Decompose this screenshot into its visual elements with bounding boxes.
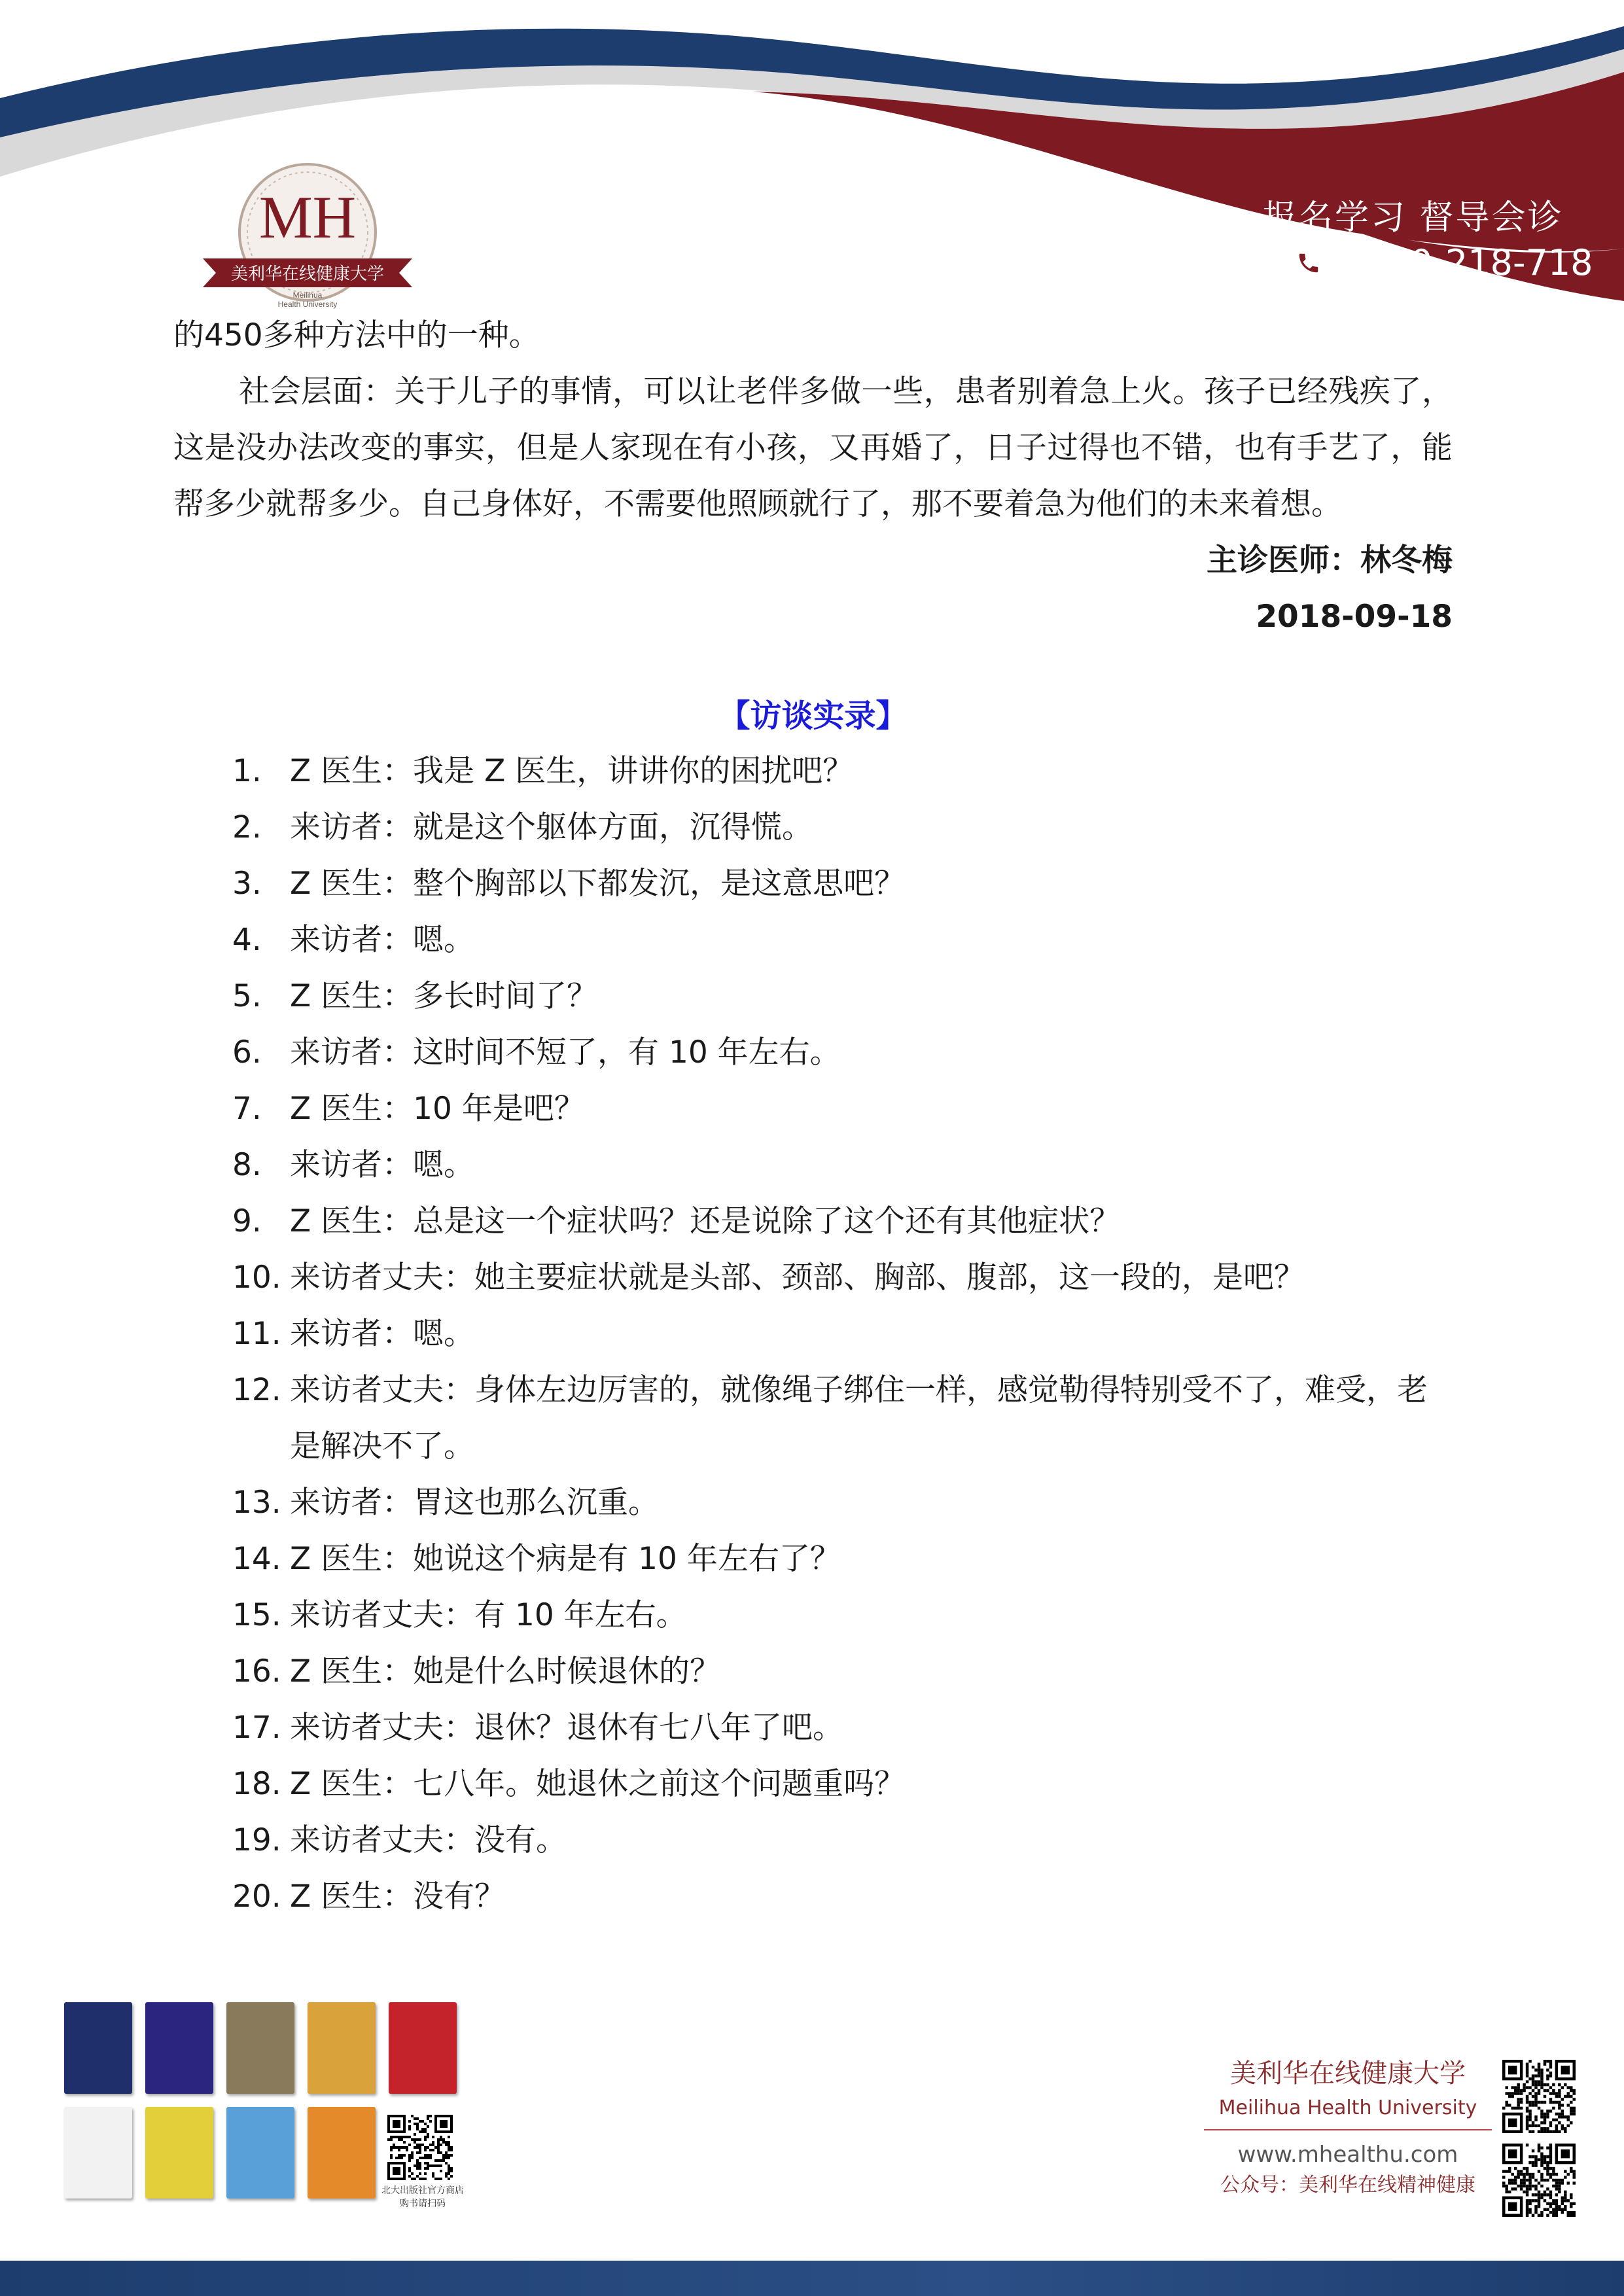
dialogue-line	[173, 1644, 1453, 1700]
footer-brand	[1204, 2055, 1492, 2200]
dialogue-line-text: Z 医生：她是什么时候退休的？	[290, 1653, 721, 1689]
dialogue-line-number: 10.	[232, 1260, 281, 1296]
dialogue-line	[173, 1250, 1453, 1306]
dialogue-line	[173, 1587, 1453, 1644]
dialogue-line-number: 6.	[232, 1034, 262, 1070]
dialogue-line-text: 来访者丈夫：退休？退休有七八年了吧。	[290, 1710, 843, 1746]
dialogue-line	[173, 1869, 1453, 1925]
wechat-qr-code[interactable]	[1502, 2144, 1576, 2217]
logo-cn-text: 美利华在线健康大学	[230, 264, 385, 284]
dialogue-line-text: 来访者：嗯。	[290, 922, 474, 958]
dialogue-line-text: 来访者：胃这也那么沉重。	[290, 1485, 659, 1521]
dialogue-line	[173, 968, 1453, 1025]
dialogue-line-text: 来访者丈夫：身体左边厉害的，就像绳子绑住一样，感觉勒得特别受不了，难受，老是解决不了。	[290, 1372, 1428, 1464]
dialogue-line	[173, 1137, 1453, 1193]
dialogue-line	[173, 912, 1453, 968]
dialogue-line	[173, 1531, 1453, 1587]
dialogue-line-text: Z 医生：多长时间了？	[290, 978, 598, 1014]
section-title-interview: 【访谈实录】	[718, 698, 908, 734]
dialogue-line-number: 12.	[232, 1372, 281, 1408]
dialogue-line-number: 7.	[232, 1091, 262, 1127]
dialogue-line-text: Z 医生：她说这个病是有 10 年左右了？	[290, 1541, 841, 1577]
footer-bar	[0, 2261, 1624, 2296]
interview-dialogue-list	[173, 743, 1453, 1925]
book-cover	[145, 2107, 213, 2199]
website-qr-code[interactable]	[1502, 2060, 1576, 2133]
paragraph-continuation: 的450多种方法中的一种。	[173, 317, 540, 353]
dialogue-line	[173, 800, 1453, 856]
dialogue-line-text: Z 医生：总是这一个症状吗？还是说除了这个还有其他症状？	[290, 1203, 1121, 1239]
paragraph-social: 社会层面：关于儿子的事情，可以让老伴多做一些，患者别着急上火。孩子已经残疾了，这是没办法改变的事实，但是人家现在有小孩，又再婚了，日子过得也不错，也有手艺了，能帮多少就帮多少。自己身体好，不需要他照顾就行了，那不要着急为他们的未来着想。	[173, 374, 1453, 522]
header-phone	[1289, 242, 1593, 283]
store-qr-code[interactable]	[387, 2115, 453, 2180]
dialogue-line-number: 9.	[232, 1203, 262, 1239]
dialogue-line	[173, 1081, 1453, 1137]
footer-brand-en: Meilihua Health University	[1218, 2096, 1477, 2119]
dialogue-line-text: 来访者丈夫：没有。	[290, 1822, 567, 1858]
dialogue-line-number: 20.	[232, 1879, 281, 1915]
book-cover	[226, 2107, 294, 2199]
dialogue-line	[173, 1025, 1453, 1081]
dialogue-line-number: 11.	[232, 1316, 281, 1352]
header-slogan: 报名学习 督导会诊	[1263, 198, 1564, 238]
dialogue-line-text: Z 医生：没有？	[290, 1879, 506, 1915]
dialogue-line-number: 16.	[232, 1653, 281, 1689]
dialogue-line-number: 8.	[232, 1147, 262, 1183]
dialogue-line-text: 来访者：这时间不短了，有 10 年左右。	[290, 1034, 841, 1070]
qr-caption-line2: 购书请扫码	[400, 2199, 446, 2209]
doctor-signature: 主诊医师：林冬梅	[1207, 542, 1453, 578]
dialogue-line	[173, 743, 1453, 800]
footer-wechat: 公众号：美利华在线精神健康	[1220, 2174, 1475, 2197]
dialogue-line-number: 15.	[232, 1597, 281, 1633]
footer-brand-cn: 美利华在线健康大学	[1230, 2058, 1466, 2089]
book-cover	[145, 2002, 213, 2094]
book-cover	[308, 2107, 376, 2199]
mh-logo	[196, 160, 419, 314]
footer-url[interactable]: www.mhealthu.com	[1237, 2142, 1458, 2168]
phone-icon	[1289, 243, 1328, 283]
dialogue-line	[173, 1700, 1453, 1756]
qr-caption-line1: 北大出版社官方商店	[381, 2185, 464, 2196]
book-covers	[64, 2002, 470, 2212]
signature-date: 2018-09-18	[1256, 599, 1453, 635]
dialogue-line-text: Z 医生：整个胸部以下都发沉，是这意思吧？	[290, 866, 906, 902]
dialogue-line-text: 来访者丈夫：有 10 年左右。	[290, 1597, 687, 1633]
dialogue-line-text: 来访者：嗯。	[290, 1316, 474, 1352]
dialogue-line-number: 2.	[232, 809, 262, 845]
dialogue-line-number: 3.	[232, 866, 262, 902]
book-cover	[226, 2002, 294, 2094]
dialogue-line	[173, 1475, 1453, 1531]
dialogue-line-number: 14.	[232, 1541, 281, 1577]
dialogue-line-number: 5.	[232, 978, 262, 1014]
dialogue-line-text: Z 医生：七八年。她退休之前这个问题重吗？	[290, 1766, 906, 1802]
dialogue-line	[173, 1362, 1453, 1475]
dialogue-line	[173, 1306, 1453, 1362]
footer-divider	[1204, 2129, 1492, 2130]
dialogue-line	[173, 1812, 1453, 1869]
book-cover	[389, 2002, 457, 2094]
store-qr-caption	[377, 2184, 468, 2210]
dialogue-line-number: 18.	[232, 1766, 281, 1802]
dialogue-line-number: 4.	[232, 922, 262, 958]
logo-letters: MH	[258, 184, 357, 251]
dialogue-line-text: 来访者：嗯。	[290, 1147, 474, 1183]
book-cover	[64, 2002, 132, 2094]
dialogue-line-text: Z 医生：我是 Z 医生，讲讲你的困扰吧？	[290, 753, 854, 789]
dialogue-line-text: 来访者丈夫：她主要症状就是头部、颈部、胸部、腹部，这一段的，是吧？	[290, 1260, 1305, 1296]
dialogue-line-number: 1.	[232, 753, 262, 789]
dialogue-line	[173, 856, 1453, 912]
dialogue-line-number: 19.	[232, 1822, 281, 1858]
dialogue-line-number: 17.	[232, 1710, 281, 1746]
document-body	[173, 308, 1453, 1925]
dialogue-line-text: Z 医生：10 年是吧？	[290, 1091, 585, 1127]
dialogue-line-text: 来访者：就是这个躯体方面，沉得慌。	[290, 809, 813, 845]
logo-en-line2: Health University	[277, 300, 338, 309]
book-cover	[64, 2107, 132, 2199]
dialogue-line	[173, 1756, 1453, 1812]
book-cover	[308, 2002, 376, 2094]
dialogue-line-number: 13.	[232, 1485, 281, 1521]
phone-number: 4000-218-718	[1343, 242, 1593, 283]
dialogue-line	[173, 1193, 1453, 1250]
logo-en-line1: Meilihua	[292, 291, 323, 300]
